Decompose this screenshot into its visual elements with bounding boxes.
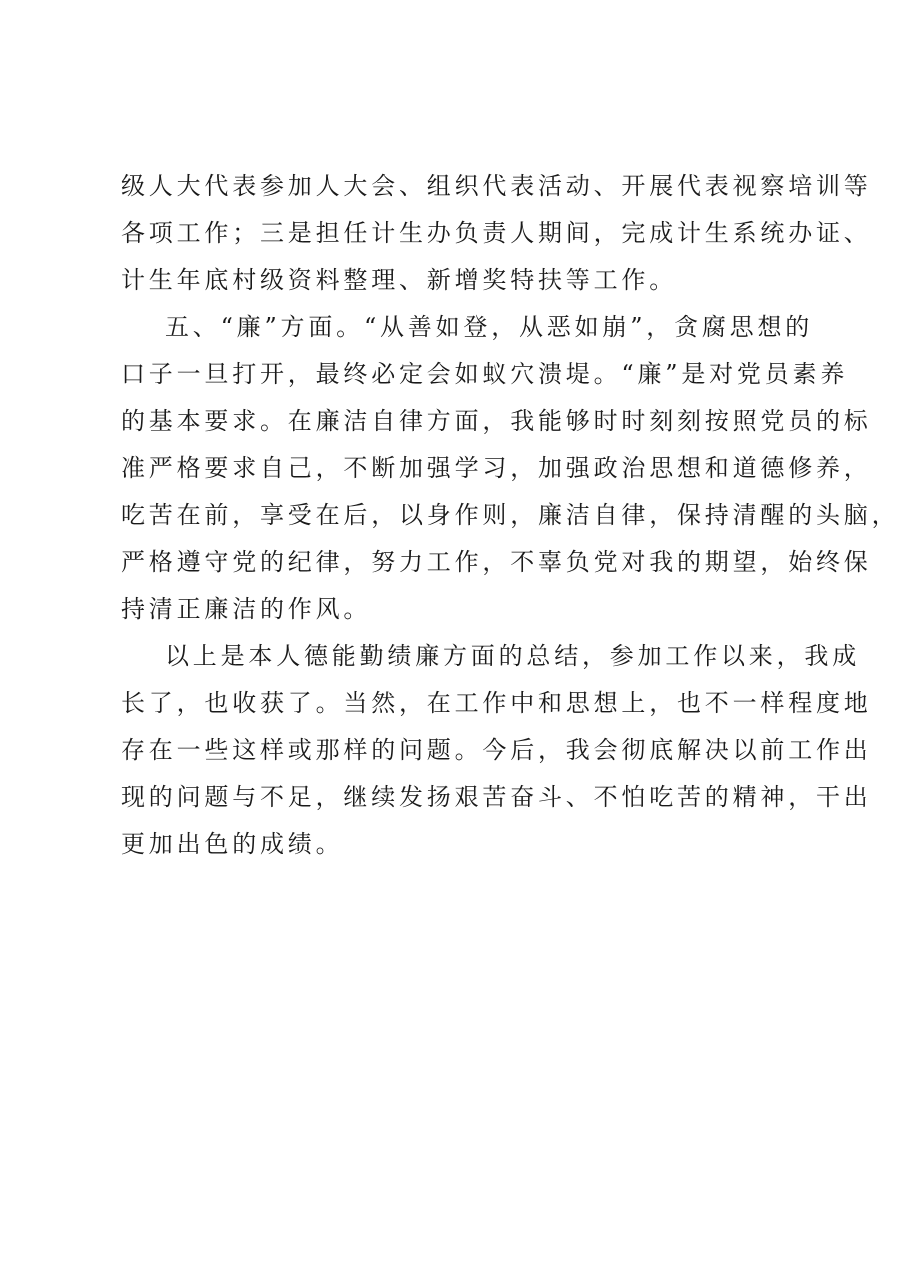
text-line: 严格遵守党的纪律，努力工作，不辜负党对我的期望，始终保 xyxy=(121,548,872,576)
text-line: 五、“廉”方面。“从善如登，从恶如崩”，贪腐思想的 xyxy=(165,313,814,341)
document-body xyxy=(121,163,900,868)
paragraph-continuation xyxy=(121,163,872,304)
text-line: 以上是本人德能勤绩廉方面的总结，参加工作以来，我成 xyxy=(165,642,860,670)
text-line: 存在一些这样或那样的问题。今后，我会彻底解决以前工作出 xyxy=(121,736,872,764)
text-line: 长了，也收获了。当然，在工作中和思想上，也不一样程度地 xyxy=(121,689,872,717)
text-line: 级人大代表参加人大会、组织代表活动、开展代表视察培训等 xyxy=(121,172,872,200)
text-line: 准严格要求自己，不断加强学习，加强政治思想和道德修养， xyxy=(121,454,872,482)
text-line: 持清正廉洁的作风。 xyxy=(121,595,372,623)
text-line: 吃苦在前，享受在后，以身作则，廉洁自律，保持清醒的头脑， xyxy=(121,501,900,529)
text-line: 更加出色的成绩。 xyxy=(121,830,344,858)
text-line: 的基本要求。在廉洁自律方面，我能够时时刻刻按照党员的标 xyxy=(121,407,872,435)
paragraph-lian-section xyxy=(121,304,900,633)
text-line: 计生年底村级资料整理、新增奖特扶等工作。 xyxy=(121,266,677,294)
text-line: 现的问题与不足，继续发扬艰苦奋斗、不怕吃苦的精神，干出 xyxy=(121,783,872,811)
paragraph-summary xyxy=(121,633,872,868)
text-line: 各项工作；三是担任计生办负责人期间，完成计生系统办证、 xyxy=(121,219,872,247)
text-line: 口子一旦打开，最终必定会如蚁穴溃堤。“廉”是对党员素养 xyxy=(121,360,849,388)
